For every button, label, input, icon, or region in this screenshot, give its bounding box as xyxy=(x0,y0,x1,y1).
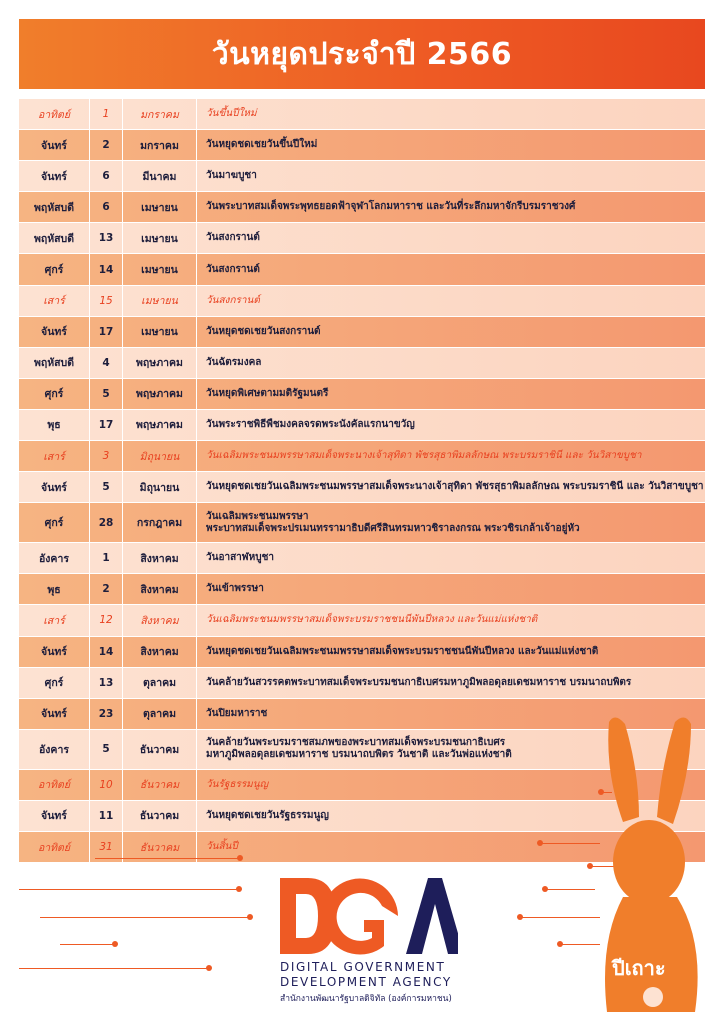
holiday-name-line1: วันสงกรานต์ xyxy=(206,263,260,275)
holiday-name-line1: วันคล้ายวันสวรรคตพระบาทสมเด็จพระบรมชนกาธิเบศรมหาภูมิพลอดุลยเดชมหาราช บรมนาถบพิตร xyxy=(206,676,632,688)
holiday-day: พุธ xyxy=(47,583,61,596)
holiday-month: สิงหาคม xyxy=(123,543,197,573)
holiday-date: 14 xyxy=(89,254,123,284)
holiday-month: ธันวาคม xyxy=(123,730,197,769)
holiday-month: มกราคม xyxy=(123,130,197,160)
holiday-row xyxy=(19,605,705,636)
holiday-date: 4 xyxy=(89,348,123,378)
holiday-day: จันทร์ xyxy=(41,810,67,823)
holiday-month: เมษายน xyxy=(123,254,197,284)
holiday-name xyxy=(197,388,705,400)
holiday-day: พฤหัสบดี xyxy=(33,201,75,214)
holiday-name-line1: วันพระบาทสมเด็จพระพุทธยอดฟ้าจุฬาโลกมหาราช และวันที่ระลึกมหาจักรีบรมราชวงศ์ xyxy=(206,201,576,213)
holiday-row xyxy=(19,130,705,161)
holiday-name xyxy=(197,264,705,276)
holiday-name-line1: วันหยุดชดเชยวันเฉลิมพระชนมพรรษาสมเด็จพระบรมราชชนนีพันปีหลวง และวันแม่แห่งชาติ xyxy=(206,645,599,657)
holiday-row xyxy=(19,668,705,699)
holiday-row xyxy=(19,574,705,605)
holiday-date: 2 xyxy=(89,130,123,160)
holiday-name xyxy=(197,357,705,369)
holiday-day: อาทิตย์ xyxy=(37,841,71,854)
holiday-row xyxy=(19,637,705,668)
holiday-month: พฤษภาคม xyxy=(123,379,197,409)
holiday-date: 31 xyxy=(89,832,123,862)
holiday-name xyxy=(197,419,705,431)
holiday-date: 15 xyxy=(89,286,123,316)
holiday-day: อาทิตย์ xyxy=(37,108,71,121)
holiday-name-line1: วันเข้าพรรษา xyxy=(206,583,264,595)
holiday-month: มิถุนายน xyxy=(123,472,197,502)
holiday-name xyxy=(197,232,705,244)
holiday-day: จันทร์ xyxy=(41,646,67,659)
page-header xyxy=(19,19,705,89)
holiday-name-line1: วันหยุดชดเชยวันสงกรานต์ xyxy=(206,325,321,337)
holiday-day: อังคาร xyxy=(39,552,69,565)
holiday-name-line1: วันเฉลิมพระชนมพรรษาสมเด็จพระบรมราชชนนีพันปีหลวง และวันแม่แห่งชาติ xyxy=(206,614,538,626)
holiday-day: ศุกร์ xyxy=(44,264,64,277)
holiday-month: ธันวาคม xyxy=(123,801,197,831)
holiday-month: ธันวาคม xyxy=(123,832,197,862)
holiday-date: 5 xyxy=(89,730,123,769)
holiday-name xyxy=(197,511,705,535)
holiday-day: พฤหัสบดี xyxy=(33,357,75,370)
holiday-date: 6 xyxy=(89,161,123,191)
holiday-date: 11 xyxy=(89,801,123,831)
holiday-day: ศุกร์ xyxy=(44,677,64,690)
holiday-day: เสาร์ xyxy=(43,295,65,308)
holiday-date: 10 xyxy=(89,770,123,800)
rabbit-label: ปีเถาะ xyxy=(612,956,666,980)
holiday-date: 23 xyxy=(89,699,123,729)
holiday-row xyxy=(19,503,705,543)
holiday-date: 1 xyxy=(89,543,123,573)
holiday-name xyxy=(197,139,705,151)
holiday-row xyxy=(19,99,705,130)
holiday-month: มีนาคม xyxy=(123,161,197,191)
holiday-date: 12 xyxy=(89,605,123,635)
page-title: วันหยุดประจำปี 2566 xyxy=(211,36,513,72)
holiday-date: 13 xyxy=(89,668,123,698)
holiday-day: เสาร์ xyxy=(43,614,65,627)
holiday-month: มิถุนายน xyxy=(123,441,197,471)
holiday-name-line1: วันสงกรานต์ xyxy=(206,232,260,244)
holiday-day: จันทร์ xyxy=(41,481,67,494)
holiday-date: 6 xyxy=(89,192,123,222)
holiday-row xyxy=(19,161,705,192)
holiday-month: ตุลาคม xyxy=(123,699,197,729)
holiday-day: จันทร์ xyxy=(41,170,67,183)
holiday-name xyxy=(197,552,705,564)
holiday-row xyxy=(19,348,705,379)
holiday-date: 3 xyxy=(89,441,123,471)
holiday-month: กรกฎาคม xyxy=(123,503,197,542)
holiday-name xyxy=(197,170,705,182)
holiday-name-line1: วันคล้ายวันพระบรมราชสมภพของพระบาทสมเด็จพระบรมชนกาธิเบศร xyxy=(206,737,506,749)
holiday-name xyxy=(197,201,705,213)
holiday-name-line1: วันมาฆบูชา xyxy=(206,170,257,182)
holiday-month: สิงหาคม xyxy=(123,637,197,667)
holiday-name-line1: วันสิ้นปี xyxy=(206,841,238,853)
holiday-name xyxy=(197,614,705,626)
holiday-name-line1: วันเฉลิมพระชนมพรรษาสมเด็จพระนางเจ้าสุทิดา พัชรสุธาพิมลลักษณ พระบรมราชินี และ วันวิสาขบูชา xyxy=(206,450,642,462)
holiday-month: เมษายน xyxy=(123,192,197,222)
holiday-name-line1: วันหยุดพิเศษตามมติรัฐมนตรี xyxy=(206,387,329,399)
holiday-day: จันทร์ xyxy=(41,708,67,721)
logo-text-line2: DEVELOPMENT AGENCY xyxy=(280,975,452,989)
holiday-row xyxy=(19,317,705,348)
holiday-day: อาทิตย์ xyxy=(37,779,71,792)
holiday-day: เสาร์ xyxy=(43,450,65,463)
holiday-month: เมษายน xyxy=(123,223,197,253)
holiday-month: ตุลาคม xyxy=(123,668,197,698)
holiday-name-line1: วันหยุดชดเชยวันรัฐธรรมนูญ xyxy=(206,809,329,821)
holiday-name-line1: วันหยุดชดเชยวันเฉลิมพระชนมพรรษาสมเด็จพระนางเจ้าสุทิดา พัชรสุธาพิมลลักษณ พระบรมราชินี และ วันวิสาขบูชา xyxy=(206,481,704,493)
holiday-name-line2: พระบาทสมเด็จพระปรเมนทรรามาธิบดีศรีสินทรมหาวชิราลงกรณ พระวชิรเกล้าเจ้าอยู่หัว xyxy=(206,522,580,534)
holiday-name-line1: วันปิยมหาราช xyxy=(206,707,268,719)
holiday-name-line1: วันหยุดชดเชยวันขึ้นปีใหม่ xyxy=(206,139,318,151)
holiday-name-line1: วันพระราชพิธีพืชมงคลจรดพระนังคัลแรกนาขวัญ xyxy=(206,418,415,430)
holiday-name-line1: วันฉัตรมงคล xyxy=(206,356,262,368)
holiday-row xyxy=(19,223,705,254)
holiday-name-line1: วันสงกรานต์ xyxy=(206,294,260,306)
holiday-date: 17 xyxy=(89,317,123,347)
dga-logo-mark xyxy=(278,876,458,956)
holiday-row xyxy=(19,286,705,317)
holiday-day: ศุกร์ xyxy=(44,517,64,530)
holiday-month: เมษายน xyxy=(123,317,197,347)
holiday-month: สิงหาคม xyxy=(123,574,197,604)
holiday-name xyxy=(197,481,705,493)
holiday-date: 14 xyxy=(89,637,123,667)
holiday-month: พฤษภาคม xyxy=(123,348,197,378)
holiday-month: มกราคม xyxy=(123,99,197,129)
holiday-day: พฤหัสบดี xyxy=(33,232,75,245)
holiday-month: สิงหาคม xyxy=(123,605,197,635)
holiday-day: จันทร์ xyxy=(41,326,67,339)
holiday-date: 2 xyxy=(89,574,123,604)
holiday-name xyxy=(197,295,705,307)
holiday-name-line2: มหาภูมิพลอดุลยเดชมหาราช บรมนาถบพิตร วันชาติ และวันพ่อแห่งชาติ xyxy=(206,749,512,761)
holiday-day: อังคาร xyxy=(39,743,69,756)
holiday-row xyxy=(19,192,705,223)
holiday-day: ศุกร์ xyxy=(44,388,64,401)
holiday-date: 28 xyxy=(89,503,123,542)
holiday-row xyxy=(19,472,705,503)
holiday-day: พุธ xyxy=(47,419,61,432)
holiday-date: 5 xyxy=(89,472,123,502)
holiday-name xyxy=(197,677,705,689)
holiday-date: 1 xyxy=(89,99,123,129)
logo-text-line3: สำนักงานพัฒนารัฐบาลดิจิทัล (องค์การมหาชน) xyxy=(280,994,452,1004)
holiday-date: 17 xyxy=(89,410,123,440)
holiday-name xyxy=(197,583,705,595)
holiday-month: เมษายน xyxy=(123,286,197,316)
holiday-name xyxy=(197,326,705,338)
holiday-row xyxy=(19,254,705,285)
holiday-row xyxy=(19,410,705,441)
holiday-name xyxy=(197,108,705,120)
holiday-name-line1: วันขึ้นปีใหม่ xyxy=(206,108,257,120)
holiday-row xyxy=(19,379,705,410)
holiday-name xyxy=(197,646,705,658)
dga-logo xyxy=(278,876,478,1016)
holiday-name-line1: วันเฉลิมพระชนมพรรษา xyxy=(206,510,309,522)
holiday-row xyxy=(19,543,705,574)
holiday-name-line1: วันอาสาฬหบูชา xyxy=(206,552,274,564)
holiday-name xyxy=(197,450,705,462)
holiday-date: 13 xyxy=(89,223,123,253)
holiday-day: จันทร์ xyxy=(41,139,67,152)
holiday-date: 5 xyxy=(89,379,123,409)
holiday-name-line1: วันรัฐธรรมนูญ xyxy=(206,778,269,790)
holiday-row xyxy=(19,441,705,472)
holiday-month: พฤษภาคม xyxy=(123,410,197,440)
logo-text-line1: DIGITAL GOVERNMENT xyxy=(280,960,446,974)
holiday-month: ธันวาคม xyxy=(123,770,197,800)
